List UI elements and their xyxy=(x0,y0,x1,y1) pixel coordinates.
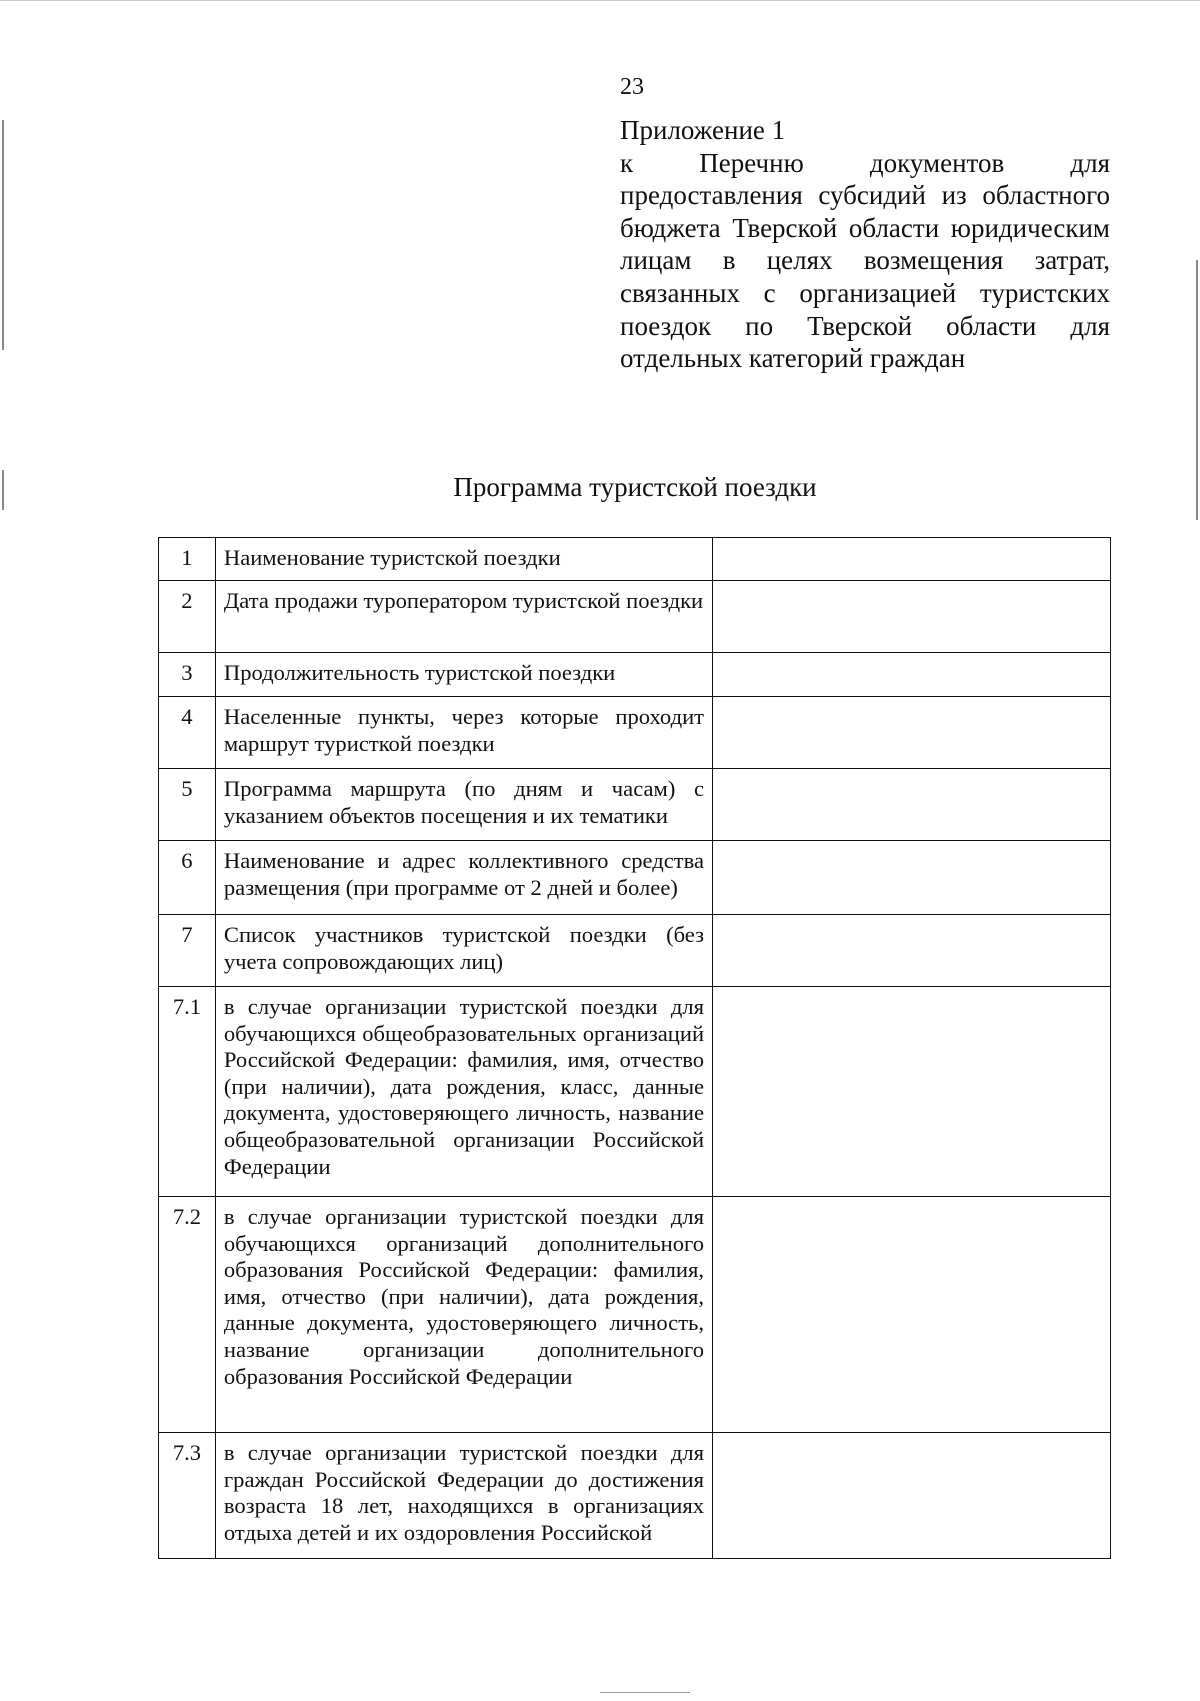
document-title: Программа туристской поездки xyxy=(453,472,817,502)
scan-edge-left xyxy=(2,120,4,350)
program-table xyxy=(158,537,1111,1559)
scan-edge-bottom xyxy=(600,1692,690,1693)
row-description: Программа маршрута (по дням и часам) с указанием объектов посещения и их тематики xyxy=(215,769,712,841)
row-description: Список участников туристской поездки (без учета сопровождающих лиц) xyxy=(215,915,712,987)
row-value-cell[interactable] xyxy=(713,915,1111,987)
row-value-cell[interactable] xyxy=(713,1197,1111,1433)
table-row xyxy=(159,697,1111,769)
row-number: 7.3 xyxy=(159,1433,216,1559)
table-row xyxy=(159,915,1111,987)
row-value-cell[interactable] xyxy=(713,697,1111,769)
table-row xyxy=(159,841,1111,915)
row-value-cell[interactable] xyxy=(713,581,1111,653)
appendix-body: к Перечню документов для предоставления субсидий из областного бюджета Тверской области юридическим лицам в целях возмещения затрат, связанных с организацией туристских поездок по Тверской области для отдельных категорий граждан xyxy=(620,147,1110,374)
row-number: 3 xyxy=(159,653,216,697)
row-number: 7.1 xyxy=(159,987,216,1197)
page-number: 23 xyxy=(620,74,644,100)
row-description: в случае организации туристской поездки для обучающихся общеобразовательных организаций Российской Федерации: фамилия, имя, отчество (при наличии), дата рождения, класс, данные документа, удостоверяющего личность, название общеобразовательной организации Российской Федерации xyxy=(215,987,712,1197)
row-description: Продолжительность туристской поездки xyxy=(215,653,712,697)
row-number: 4 xyxy=(159,697,216,769)
table-row xyxy=(159,581,1111,653)
row-number: 7.2 xyxy=(159,1197,216,1433)
row-description: Наименование туристской поездки xyxy=(215,538,712,581)
row-number: 1 xyxy=(159,538,216,581)
row-value-cell[interactable] xyxy=(713,987,1111,1197)
table-row xyxy=(159,538,1111,581)
appendix-title: Приложение 1 xyxy=(620,115,786,145)
appendix-block xyxy=(620,114,1110,375)
row-value-cell[interactable] xyxy=(713,538,1111,581)
table-row xyxy=(159,1197,1111,1433)
row-description: Населенные пункты, через которые проходит маршрут туристкой поездки xyxy=(215,697,712,769)
row-number: 7 xyxy=(159,915,216,987)
row-number: 6 xyxy=(159,841,216,915)
row-description: в случае организации туристской поездки для обучающихся организаций дополнительного образования Российской Федерации: фамилия, имя, отчество (при наличии), дата рождения, данные документа, удостоверяющего личность, название организации дополнительного образования Российской Федерации xyxy=(215,1197,712,1433)
table-row xyxy=(159,653,1111,697)
row-value-cell[interactable] xyxy=(713,841,1111,915)
row-value-cell[interactable] xyxy=(713,769,1111,841)
row-number: 2 xyxy=(159,581,216,653)
row-value-cell[interactable] xyxy=(713,653,1111,697)
table-row xyxy=(159,987,1111,1197)
row-description: Наименование и адрес коллективного средства размещения (при программе от 2 дней и более) xyxy=(215,841,712,915)
row-number: 5 xyxy=(159,769,216,841)
scan-edge-top xyxy=(0,0,1200,1)
row-description: в случае организации туристской поездки для граждан Российской Федерации до достижения возраста 18 лет, находящихся в организациях отдыха детей и их оздоровления Российской xyxy=(215,1433,712,1559)
row-value-cell[interactable] xyxy=(713,1433,1111,1559)
row-description: Дата продажи туроператором туристской поездки xyxy=(215,581,712,653)
table-row xyxy=(159,769,1111,841)
table-row xyxy=(159,1433,1111,1559)
